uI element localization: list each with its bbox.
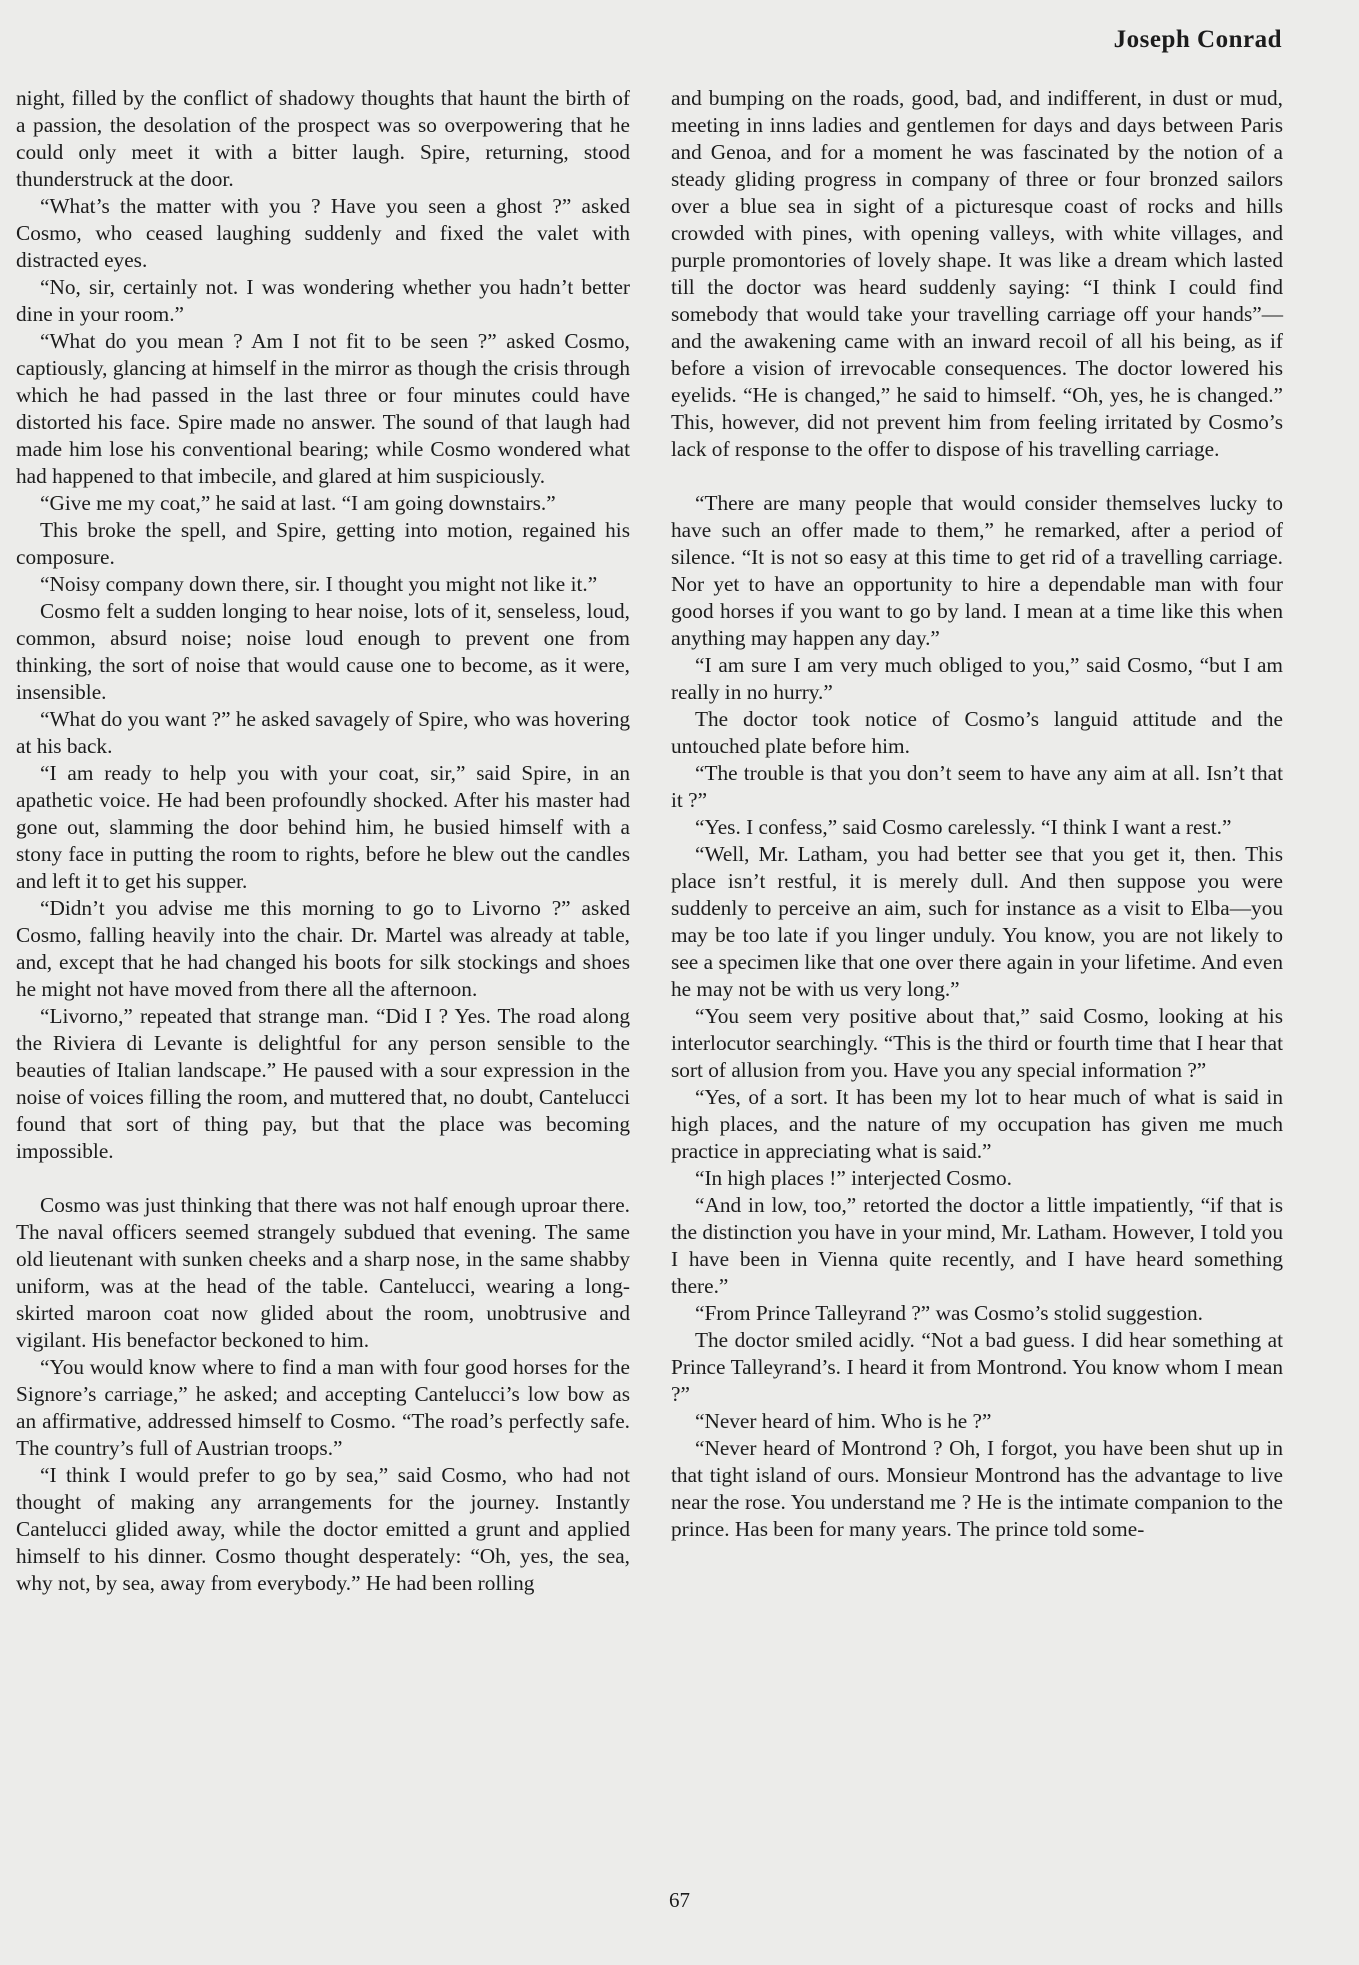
paragraph: “Livorno,” repeated that strange man. “Did I ? Yes. The road along the Riviera di Levante is delightful for any person sensible to the beauties of Italian landscape.” He paused with a sour expression in the noise of voices filling the room, and muttered that, no doubt, Cantelucci found that sort of thing pay, but that the place was becoming impossible. bbox=[16, 1004, 630, 1163]
paragraph: This broke the spell, and Spire, getting into motion, regained his composure. bbox=[16, 518, 630, 569]
paragraph: “Noisy company down there, sir. I thought you might not like it.” bbox=[40, 572, 598, 596]
paragraph: Cosmo felt a sudden longing to hear noise, lots of it, senseless, loud, common, absurd noise; noise loud enough to prevent one from thinking, the sort of noise that would cause one to become, as it were, insensible. bbox=[16, 599, 630, 704]
paragraph: and bumping on the roads, good, bad, and indifferent, in dust or mud, meeting in inns ladies and gentlemen for days and days between Paris and Genoa, and for a moment he was fascinated by the notion of a steady gliding progress in company of three or four bronzed sailors over a blue sea in sight of a picturesque coast of rocks and hills crowded with pines, with opening valleys, with white villages, and purple promontories of lovely shape. It was like a dream which lasted till the doctor was heard suddenly saying: “I think I could find somebody that would take your travelling carriage off your hands”—and the awakening came with an inward recoil of all his being, as if before a vision of irrevocable consequences. The doctor lowered his eyelids. “He is changed,” he said to himself. “Oh, yes, he is changed.” This, however, did not prevent him from feeling irritated by Cosmo’s lack of response to the offer to dispose of his travelling carriage. bbox=[671, 86, 1283, 461]
paragraph: “Didn’t you advise me this morning to go to Livorno ?” asked Cosmo, falling heavily into the chair. Dr. Martel was already at table, and, except that he had changed his boots for silk stockings and shoes he might not have moved from there all the afternoon. bbox=[16, 896, 630, 1001]
paragraph: The doctor smiled acidly. “Not a bad guess. I did hear something at Prince Talleyrand’s. I heard it from Montrond. You know whom I mean ?” bbox=[671, 1328, 1283, 1406]
paragraph: Cosmo was just thinking that there was not half enough uproar there. The naval officers seemed strangely subdued that evening. The same old lieutenant with sunken cheeks and a sharp nose, in the same shabby uniform, was at the head of the table. Cantelucci, wearing a long-skirted maroon coat now glided about the room, unobtrusive and vigilant. His benefactor beckoned to him. bbox=[16, 1193, 630, 1352]
page-number: 67 bbox=[669, 1888, 690, 1912]
paragraph: “The trouble is that you don’t seem to have any aim at all. Isn’t that it ?” bbox=[671, 761, 1283, 812]
paragraph: “What’s the matter with you ? Have you seen a ghost ?” asked Cosmo, who ceased laughing suddenly and fixed the valet with distracted eyes. bbox=[16, 194, 630, 272]
paragraph: “Yes. I confess,” said Cosmo carelessly. “I think I want a rest.” bbox=[695, 815, 1232, 839]
paragraph: “I am ready to help you with your coat, sir,” said Spire, in an apathetic voice. He had been profoundly shocked. After his master had gone out, slamming the door behind him, he busied himself with a stony face in putting the room to rights, before he blew out the candles and left it to get his supper. bbox=[16, 761, 630, 893]
paragraph: “What do you want ?” he asked savagely of Spire, who was hovering at his back. bbox=[16, 707, 630, 758]
paragraph: “In high places !” interjected Cosmo. bbox=[695, 1166, 1012, 1190]
paragraph: “What do you mean ? Am I not fit to be seen ?” asked Cosmo, captiously, glancing at himself in the mirror as though the crisis through which he had passed in the last three or four minutes could have distorted his face. Spire made no answer. The sound of that laugh had made him lose his conventional bearing; while Cosmo wondered what had happened to that imbecile, and glared at him suspiciously. bbox=[16, 329, 630, 488]
paragraph: “Well, Mr. Latham, you had better see that you get it, then. This place isn’t restful, it is merely dull. And then suppose you were suddenly to perceive an aim, such for instance as a visit to Elba—you may be too late if you linger unduly. You know, you are not likely to see a specimen like that one over there again in your lifetime. And even he may not be with us very long.” bbox=[671, 842, 1283, 1001]
paragraph: “You would know where to find a man with four good horses for the Signore’s carriage,” he asked; and accepting Cantelucci’s low bow as an affirmative, addressed himself to Cosmo. “The road’s perfectly safe. The country’s full of Austrian troops.” bbox=[16, 1355, 630, 1460]
paragraph: “Yes, of a sort. It has been my lot to hear much of what is said in high places, and the nature of my occupation has given me much practice in appreciating what is said.” bbox=[671, 1085, 1283, 1163]
paragraph: night, filled by the conflict of shadowy thoughts that haunt the birth of a passion, the desolation of the prospect was so overpowering that he could only meet it with a bitter laugh. Spire, returning, stood thunderstruck at the door. bbox=[16, 86, 630, 191]
paragraph: “From Prince Talleyrand ?” was Cosmo’s stolid suggestion. bbox=[695, 1301, 1203, 1325]
paragraph: “Give me my coat,” he said at last. “I am going downstairs.” bbox=[40, 491, 556, 515]
paragraph: “Never heard of Montrond ? Oh, I forgot, you have been shut up in that tight island of ours. Monsieur Montrond has the advantage to live near the rose. You understand me ? He is the intimate companion to the prince. Has been for many years. The prince told some- bbox=[671, 1436, 1283, 1541]
paragraph: “I think I would prefer to go by sea,” said Cosmo, who had not thought of making any arrangements for the journey. Instantly Cantelucci glided away, while the doctor emitted a grunt and applied himself to his dinner. Cosmo thought desperately: “Oh, yes, the sea, why not, by sea, away from everybody.” He had been rolling bbox=[16, 1463, 630, 1595]
paragraph: The doctor took notice of Cosmo’s languid attitude and the untouched plate before him. bbox=[671, 707, 1283, 758]
paragraph: “And in low, too,” retorted the doctor a little impatiently, “if that is the distinction you have in your mind, Mr. Latham. However, I told you I have been in Vienna quite recently, and I have heard something there.” bbox=[671, 1193, 1283, 1298]
left-column bbox=[16, 85, 630, 1597]
paragraph: “You seem very positive about that,” said Cosmo, looking at his interlocutor searchingly. “This is the third or fourth time that I hear that sort of allusion from you. Have you any special information ?” bbox=[671, 1004, 1283, 1082]
paragraph: “No, sir, certainly not. I was wondering whether you hadn’t better dine in your room.” bbox=[16, 275, 630, 326]
running-head: Joseph Conrad bbox=[1113, 26, 1282, 53]
paragraph: “Never heard of him. Who is he ?” bbox=[695, 1409, 992, 1433]
paragraph: “There are many people that would consider themselves lucky to have such an offer made to them,” he remarked, after a period of silence. “It is not so easy at this time to get rid of a travelling carriage. Nor yet to have an opportunity to hire a dependable man with four good horses if you want to go by land. I mean at a time like this when anything may happen any day.” bbox=[671, 491, 1283, 650]
paragraph: “I am sure I am very much obliged to you,” said Cosmo, “but I am really in no hurry.” bbox=[671, 653, 1283, 704]
right-column bbox=[671, 85, 1283, 1543]
